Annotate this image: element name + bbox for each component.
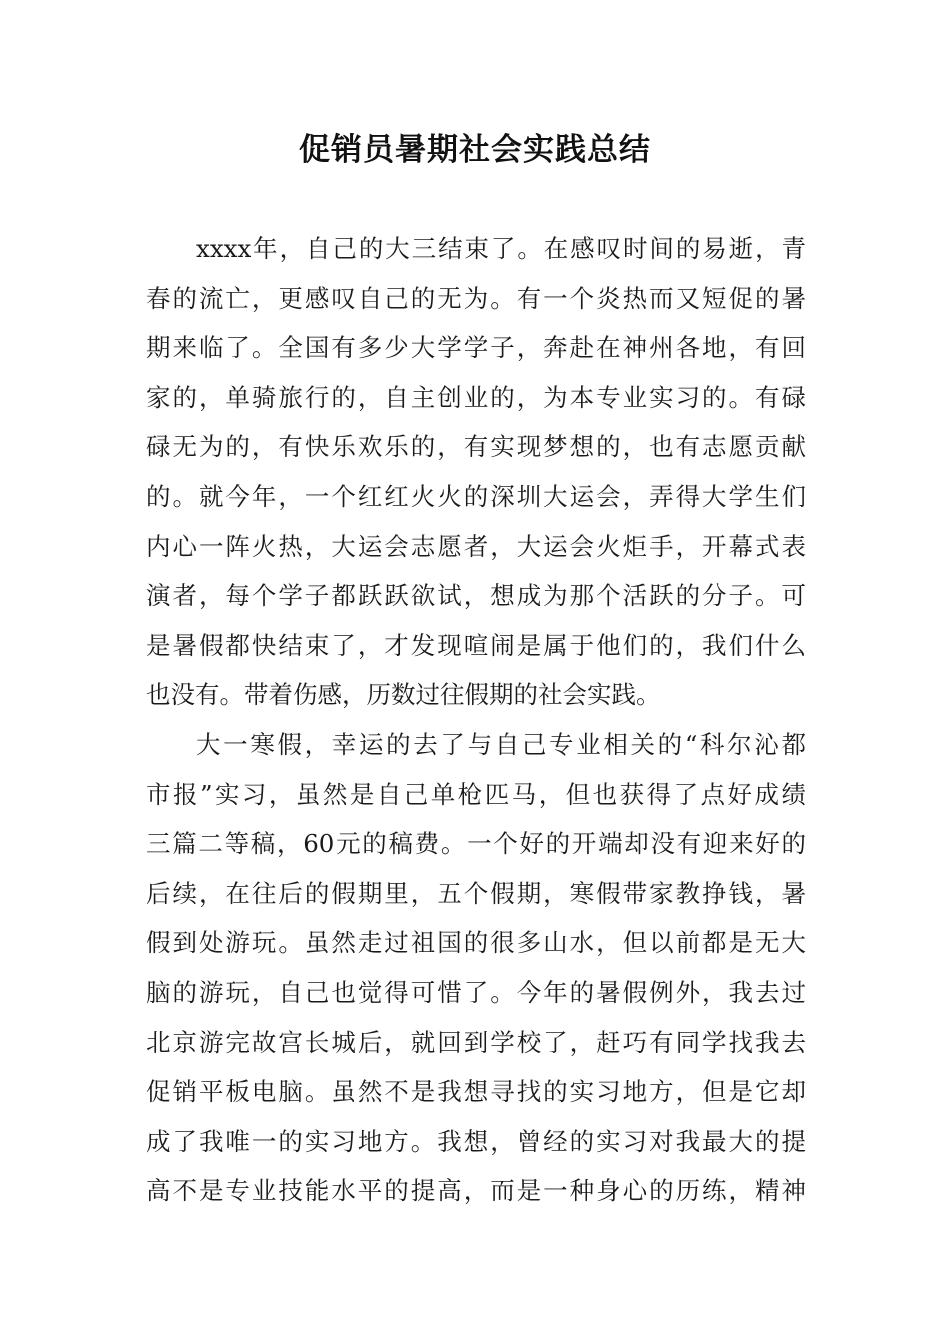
text-line: 内心一阵火热，大运会志愿者，大运会火炬手，开幕式表	[146, 531, 806, 561]
text-line: 碌无为的，有快乐欢乐的，有实现梦想的，也有志愿贡献	[146, 432, 806, 462]
paragraph	[146, 720, 806, 1216]
text-line: 演者，每个学子都跃跃欲试，想成为那个活跃的分子。可	[146, 581, 806, 611]
text-line: 后续，在往后的假期里，五个假期，寒假带家教挣钱，暑	[146, 878, 806, 908]
text-line: 高不是专业技能水平的提高，而是一种身心的历练，精神	[146, 1176, 806, 1206]
text-line: 市报”实习，虽然是自己单枪匹马，但也获得了点好成绩	[146, 779, 806, 809]
text-line: 的。就今年，一个红红火火的深圳大运会，弄得大学生们	[146, 481, 806, 511]
text-line: 假到处游玩。虽然走过祖国的很多山水，但以前都是无大	[146, 928, 806, 958]
text-line: 是暑假都快结束了，才发现喧闹是属于他们的，我们什么	[146, 630, 806, 660]
text-line: 期来临了。全国有多少大学学子，奔赴在神州各地，有回	[146, 333, 806, 363]
text-line: 北京游完故宫长城后，就回到学校了，赶巧有同学找我去	[146, 1027, 806, 1057]
text-line: 家的，单骑旅行的，自主创业的，为本专业实习的。有碌	[146, 382, 806, 412]
paragraph	[146, 224, 806, 720]
text-line: 三篇二等稿，60元的稿费。一个好的开端却没有迎来好的	[146, 829, 806, 859]
text-line: xxxx年，自己的大三结束了。在感叹时间的易逝，青	[196, 234, 806, 263]
text-line: 大一寒假，幸运的去了与自己专业相关的“科尔沁都	[196, 729, 806, 759]
text-line: 脑的游玩，自己也觉得可惜了。今年的暑假例外，我去过	[146, 977, 806, 1007]
text-line: 春的流亡，更感叹自己的无为。有一个炎热而又短促的暑	[146, 283, 806, 313]
document-body	[146, 224, 806, 1216]
text-line: 也没有。带着伤感，历数过往假期的社会实践。	[146, 680, 661, 710]
text-line: 成了我唯一的实习地方。我想，曾经的实习对我最大的提	[146, 1126, 806, 1156]
text-line: 促销平板电脑。虽然不是我想寻找的实习地方，但是它却	[146, 1077, 806, 1107]
document-title: 促销员暑期社会实践总结	[299, 132, 651, 168]
